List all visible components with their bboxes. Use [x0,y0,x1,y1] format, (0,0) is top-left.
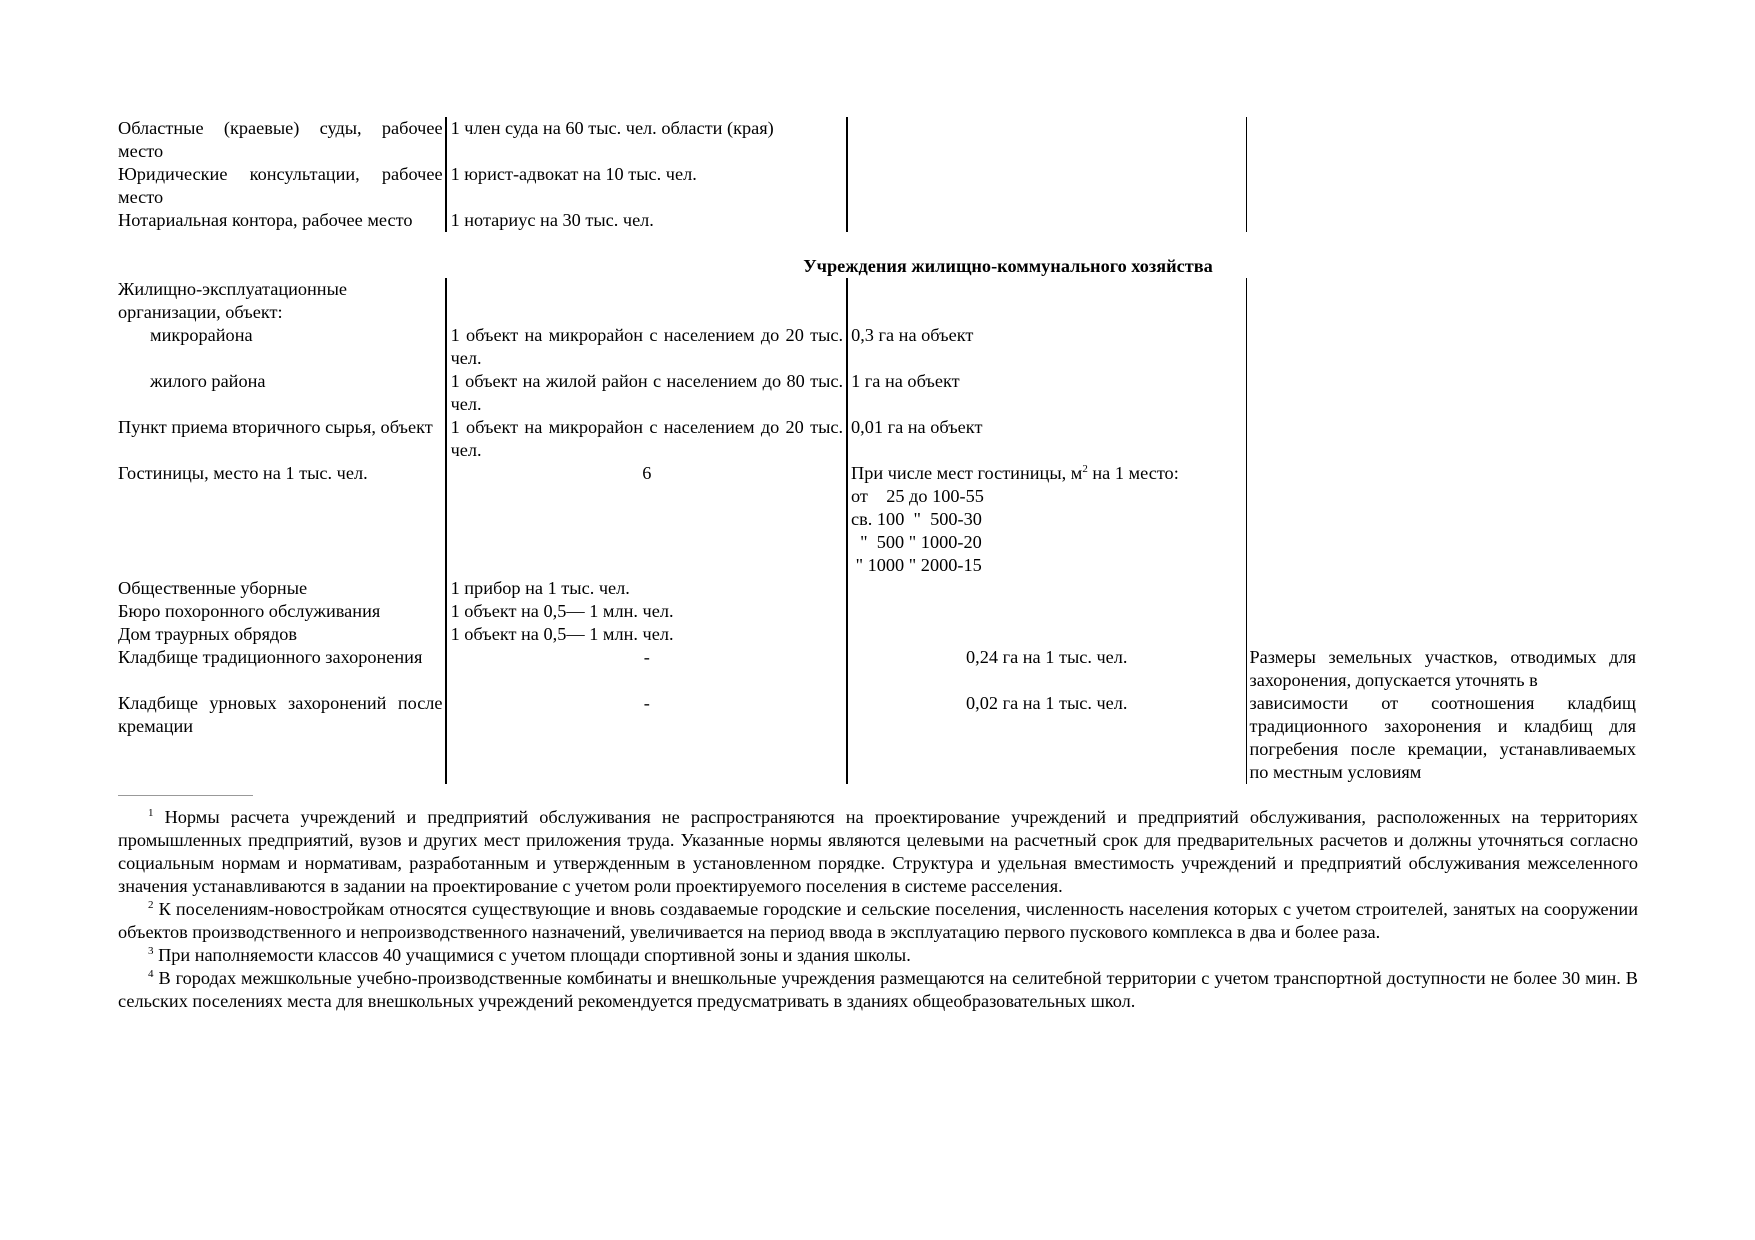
hotel-area-heading-tail: на 1 место: [1087,463,1179,483]
row-area [846,278,1245,324]
row-norm: 1 объект на микрорайон с населением до 20 тыс. чел. [445,416,846,462]
row-norm: 1 объект на микрорайон с населением до 20 тыс. чел. [445,324,846,370]
row-note [1246,600,1638,623]
table-row [118,278,1638,324]
norms-table [118,117,1638,784]
row-norm: 1 юрист-адвокат на 10 тыс. чел. [445,163,846,209]
footnote [118,806,1638,898]
footnote [118,898,1638,944]
row-norm [445,278,846,324]
row-label: микрорайона [150,325,253,345]
row-area [846,577,1245,600]
footnote-number: 3 [148,944,154,957]
table-row [118,623,1638,646]
row-note [1246,462,1638,577]
table-row [118,163,1638,209]
row-label: Кладбище традиционного захоронения [118,647,423,667]
row-norm: - [445,646,846,692]
row-note: зависимости от соотношения кладбищ традиционного захоронения и кладбищ для погребения после кремации, устанавливаемых по местным условиям [1246,692,1638,784]
footnote-number: 4 [148,967,154,980]
row-area [846,600,1245,623]
row-norm: 1 член суда на 60 тыс. чел. области (края) [445,117,846,163]
footnote-text: К поселениям-новостройкам относятся существующие и вновь создаваемые городские и сельские поселения, численность населения которых с учетом строителей, занятых на сооружении объектов производственного и непроизводственного назначений, увеличивается на период ввода в эксплуатацию первого пускового комплекса в два и более раза. [118,899,1638,942]
row-note: Размеры земельных участков, отводимых для захоронения, допускается уточнять в [1246,646,1638,692]
table-row [118,117,1638,163]
row-area: 0,02 га на 1 тыс. чел. [846,692,1245,784]
row-label: Областные (краевые) суды, рабочее место [118,118,443,161]
row-note [1246,577,1638,600]
footnote-text: При наполняемости классов 40 учащимися с учетом площади спортивной зоны и здания школы. [153,945,911,965]
row-norm: 6 [445,462,846,577]
table-row [118,416,1638,462]
row-norm: - [445,692,846,784]
row-area: 0,24 га на 1 тыс. чел. [846,646,1245,692]
row-note [1246,623,1638,646]
row-note [1246,324,1638,370]
footnote-separator [118,795,253,796]
section-heading: Учреждения жилищно-коммунального хозяйства [803,256,1213,276]
row-label: Пункт приема вторичного сырья, объект [118,417,433,437]
footnote [118,944,1638,967]
footnote-text: Нормы расчета учреждений и предприятий обслуживания не распространяются на проектирование учреждений и предприятий обслуживания, расположенных на территориях промышленных предприятий, вузов и других мест приложения труда. Указанные нормы являются целевыми на расчетный срок для предварительных расчетов и должны уточняться согласно социальным нормам и нормативам, разработанным и утвержденным в установленном порядке. Структура и удельная вместимость учреждений и предприятий обслуживания межселенного значения устанавливаются в задании на проектирование с учетом роли проектируемого поселения в системе расселения. [118,807,1638,896]
row-label: Бюро похоронного обслуживания [118,601,381,621]
row-area: 0,3 га на объект [846,324,1245,370]
hotel-capacity-line: св. 100 " 500-30 [851,509,982,529]
footnotes [118,806,1638,1013]
hotel-area-heading-text: При числе мест гостиницы, м [851,463,1083,483]
row-norm: 1 объект на 0,5— 1 млн. чел. [445,623,846,646]
hotel-capacity-line: от 25 до 100-55 [851,486,984,506]
row-norm: 1 объект на жилой район с населением до 80 тыс. чел. [445,370,846,416]
hotel-capacity-line: " 1000 " 2000-15 [851,555,982,575]
row-label: Гостиницы, место на 1 тыс. чел. [118,463,368,483]
footnote-number: 2 [148,898,154,911]
row-note [1246,416,1638,462]
row-label: Общественные уборные [118,578,308,598]
row-note [1246,117,1638,163]
hotel-capacity-line: " 500 " 1000-20 [851,532,982,552]
table-row [118,577,1638,600]
row-norm: 1 нотариус на 30 тыс. чел. [445,209,846,232]
row-label: Дом траурных обрядов [118,624,298,644]
row-label: Жилищно-эксплуатационные организации, объект: [118,279,347,322]
table-row [118,209,1638,232]
footnote-number: 1 [148,806,154,819]
row-norm: 1 объект на 0,5— 1 млн. чел. [445,600,846,623]
row-area [846,623,1245,646]
row-note [1246,370,1638,416]
row-label: жилого района [150,371,266,391]
footnote [118,967,1638,1013]
table-row [118,600,1638,623]
hotel-area-heading [851,462,1242,485]
table-row [118,370,1638,416]
row-area: 0,01 га на объект [846,416,1245,462]
footnote-text: В городах межшкольные учебно-производственные комбинаты и внешкольные учреждения размещаются на селитебной территории с учетом транспортной доступности не более 30 мин. В сельских поселениях места для внешкольных учреждений рекомендуется предусматривать в зданиях общеобразовательных школ. [118,968,1638,1011]
row-note [1246,278,1638,324]
row-label: Нотариальная контора, рабочее место [118,210,413,230]
table-row [118,692,1638,784]
table-row [118,462,1638,577]
row-label: Кладбище урновых захоронений после кремации [118,693,443,736]
row-area [846,117,1245,163]
row-note [1246,209,1638,232]
table-row [118,324,1638,370]
row-area [846,163,1245,209]
document-page [118,117,1638,1013]
row-area: 1 га на объект [846,370,1245,416]
row-area [846,462,1245,577]
spacer [118,232,1638,255]
row-area [846,209,1245,232]
row-note [1246,163,1638,209]
unit-superscript: 2 [1082,462,1088,475]
table-row [118,646,1638,692]
row-label: Юридические консультации, рабочее место [118,164,443,207]
row-norm: 1 прибор на 1 тыс. чел. [445,577,846,600]
